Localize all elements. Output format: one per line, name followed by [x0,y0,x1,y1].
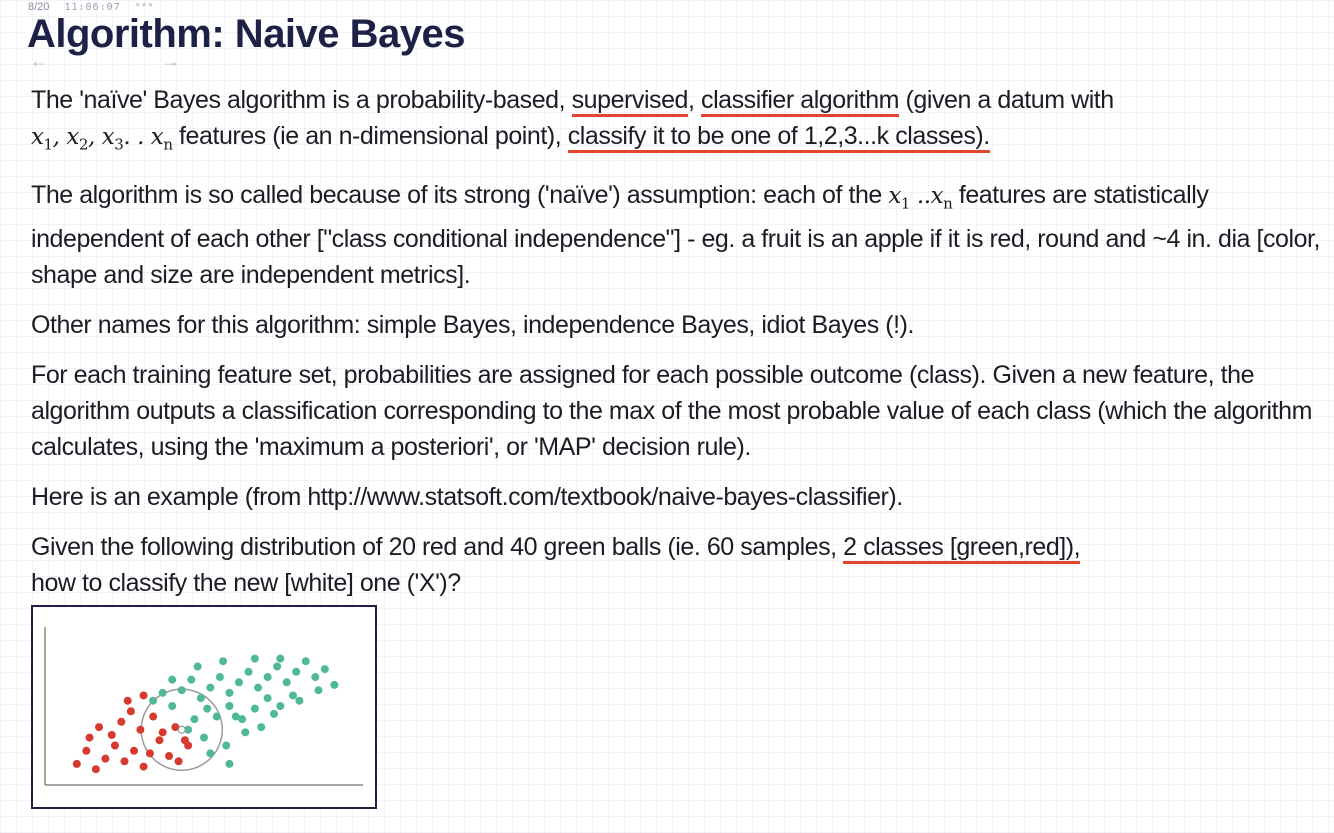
green-ball [194,663,202,671]
red-ball [136,726,144,734]
math-features: $x_1$, $x_2$, $x_3$. . $x_n$ [31,124,173,154]
green-ball [289,691,297,699]
green-ball [283,678,291,686]
paragraph-question: Given the following distribution of 20 red and 40 green balls (ie. 60 samples, 2 classes [green,red]), how to classify the new [white] one ('X')? [31,533,1081,598]
red-ball [101,755,109,763]
green-ball [321,665,329,673]
green-ball [264,694,272,702]
green-ball [197,694,205,702]
highlight-supervised: supervised [572,86,688,117]
green-ball [232,713,240,721]
scatter-chart [33,607,375,807]
red-ball [140,763,148,771]
slide-content [31,82,1327,615]
red-ball [146,749,154,757]
red-ball [155,736,163,744]
green-ball [254,684,262,692]
green-ball [276,702,284,710]
next-arrow-icon[interactable]: → [162,51,180,71]
red-ball [165,752,173,760]
red-ball [140,691,148,699]
green-ball [264,673,272,681]
green-ball [292,668,300,676]
red-ball [175,757,183,765]
green-ball [273,663,281,671]
paragraph-example-source: Here is an example (from http://www.statsoft.com/textbook/naive-bayes-classifier). [31,483,903,512]
new-point-x [178,726,185,733]
math-x1-xn: $x_1$ $..x_n$ [888,182,953,213]
red-ball [92,765,100,773]
green-ball [222,742,230,750]
green-ball [302,657,310,665]
green-ball [168,702,176,710]
green-ball [241,728,249,736]
red-ball [121,757,129,765]
green-ball [225,702,233,710]
red-ball [127,707,135,715]
red-ball [95,723,103,731]
green-ball [200,734,208,742]
green-ball [251,705,259,713]
prev-arrow-icon[interactable]: ← [30,51,48,71]
green-ball [295,697,303,705]
green-ball [235,678,243,686]
green-ball [276,655,284,663]
red-ball [82,747,90,755]
green-ball [225,689,233,697]
red-ball [130,747,138,755]
red-ball [108,731,116,739]
paragraph-other-names: Other names for this algorithm: simple Bayes, independence Bayes, idiot Bayes (!). [31,311,914,340]
green-ball [206,684,214,692]
red-ball [124,697,132,705]
paragraph-definition: The 'naïve' Bayes algorithm is a probability-based, supervised, classifier algorithm (given a datum with $x_1$, $x_2$, $x_3$. . $x_n$ features (ie an n-dimensional point), classify it to be one of 1,2,3...k classes). [31,86,1114,154]
red-ball [149,713,157,721]
slide-number: 8/20 [28,1,50,13]
red-ball [117,718,125,726]
green-ball [257,723,265,731]
green-ball [270,710,278,718]
green-ball [203,705,211,713]
green-ball [330,681,338,689]
highlight-classifier-algorithm: classifier algorithm [701,86,899,117]
green-ball [206,749,214,757]
green-ball [149,697,157,705]
red-ball [73,760,81,768]
green-ball [225,760,233,768]
green-ball [216,673,224,681]
highlight-classify: classify it to be one of 1,2,3...k classes). [568,122,990,153]
green-ball [251,655,259,663]
red-ball [111,742,119,750]
green-ball [178,686,186,694]
page-title: Algorithm: Naive Bayes [27,12,466,56]
green-ball [219,657,227,665]
green-ball [314,686,322,694]
green-ball [213,713,221,721]
red-ball [159,728,167,736]
paragraph-assumption: The algorithm is so called because of its strong ('naïve') assumption: each of the $x_1$ $..x_n$ features are statistically independent of each other ["class conditional independence"] - eg. a fruit is an apple if it is red, round and ~4 in. dia [color, shape and size are independent metrics]. [31,180,1321,290]
green-ball [187,676,195,684]
green-ball [168,676,176,684]
green-ball [311,673,319,681]
green-ball [190,715,198,723]
rating-stars: *** [135,1,155,13]
red-ball [86,734,94,742]
red-ball [181,736,189,744]
green-ball [245,668,253,676]
scatter-figure [31,605,377,809]
green-ball [159,689,167,697]
paragraph-training: For each training feature set, probabilities are assigned for each possible outcome (class). Given a new feature, the algorithm outputs a classification corresponding to the max of the most probable value of each class (which the algorithm calculates, using the 'maximum a posteriori', or 'MAP' decision rule). [31,361,1312,462]
clock: 11:06:07 [64,2,121,13]
highlight-classes: 2 classes [green,red]), [843,533,1080,564]
